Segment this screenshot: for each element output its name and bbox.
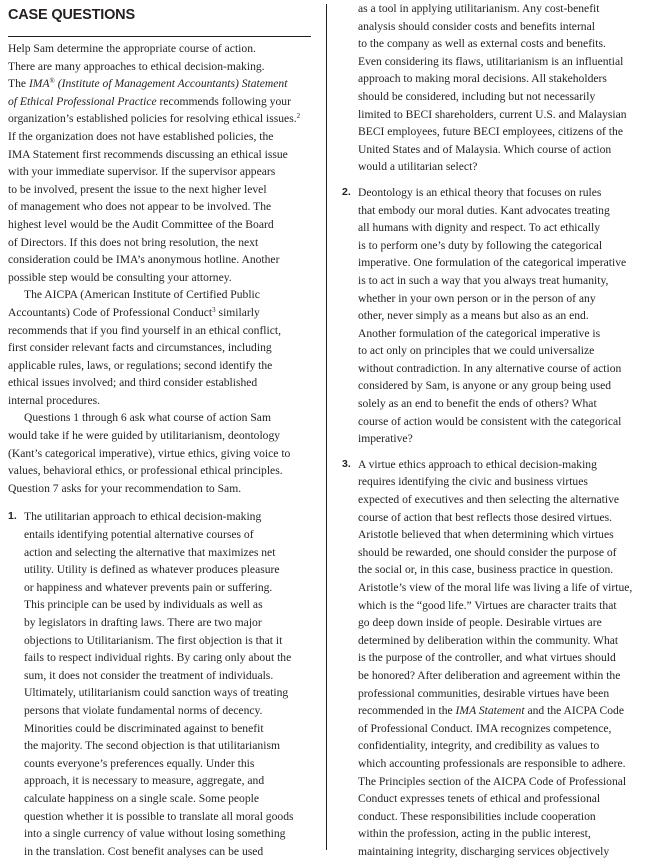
text-line: A virtue ethics approach to ethical decision-making — [358, 457, 597, 471]
text-line: organization’s established policies for resolving ethical issues.$^2$ — [8, 112, 301, 126]
text-line: applicable rules, laws, or regulations; second identify the — [8, 358, 273, 372]
text-line: is to perform one’s duty by following the categorical — [358, 238, 603, 252]
text-line: imperative. One formulation of the categorical imperative — [358, 256, 627, 270]
text-line: with your immediate supervisor. If the supervisor appears — [8, 165, 276, 179]
text-line: determined by deliberation within the community. What — [358, 633, 619, 647]
column-divider — [326, 4, 327, 850]
intro-paragraph-1 — [8, 40, 318, 286]
text-line: the majority. The second objection is that utilitarianism — [24, 739, 280, 753]
text-line: should be rewarded, one should consider the purpose of — [358, 545, 617, 559]
text-line: expected of executives and then selecting the alternative — [358, 493, 620, 507]
text-line: Minorities could be discriminated against to benefit — [24, 721, 264, 735]
text-line: is to act in such a way that you always treat humanity, — [358, 273, 609, 287]
text-line: ethical issues involved; and third consider established — [8, 376, 258, 390]
text-line: The Principles section of the AICPA Code of Professional — [358, 774, 627, 788]
text-line: into a single currency of value without losing something — [24, 827, 286, 841]
text-line: BECI employees, future BECI employees, citizens of the — [358, 125, 623, 139]
left-column — [8, 40, 318, 860]
text-line: (Kant’s categorical imperative), virtue ethics, giving voice to — [8, 446, 291, 460]
text-line: Aristotle’s view of the moral life was living a life of virtue, — [358, 581, 633, 594]
text-line: Aristotle believed that when determining which virtues — [358, 528, 614, 542]
text-line: first consider relevant facts and circumstances, including — [8, 341, 272, 355]
section-heading: CASE QUESTIONS — [8, 7, 135, 23]
question-3 — [342, 456, 657, 861]
text-line: the social or, in this case, business practice in question. — [358, 563, 614, 577]
text-line: IMA Statement first recommends discussing an ethical issue — [8, 147, 288, 161]
text-line: This principle can be used by individuals as well as — [24, 598, 263, 612]
text-line: limited to BECI shareholders, current U.S. and Malaysian — [358, 107, 627, 121]
text-line: approach, it is necessary to measure, aggregate, and — [24, 774, 265, 788]
text-line: Deontology is an ethical theory that focuses on rules — [358, 185, 602, 199]
text-line: approach to making moral decisions. All stakeholders — [358, 72, 607, 86]
text-line: other, never simply as a means but also as an end. — [358, 309, 589, 323]
text-line: persons that violate fundamental norms of decency. — [24, 703, 263, 717]
intro-paragraph-2 — [8, 286, 318, 409]
text-line: The utilitarian approach to ethical decision-making — [24, 510, 262, 524]
text-line: Another formulation of the categorical imperative is — [358, 326, 601, 340]
text-line: of Ethical Professional Practice recommends following your — [8, 94, 291, 108]
question-1 — [8, 508, 318, 860]
text-line: Even considering its flaws, utilitarianism is an influential — [358, 54, 624, 68]
heading-rule — [8, 36, 311, 37]
text-line: There are many approaches to ethical decision-making. — [8, 59, 265, 73]
text-line: of management who does not appear to be involved. The — [8, 200, 272, 214]
right-column — [342, 0, 657, 861]
text-line: recommended in the IMA Statement and the AICPA Code — [358, 704, 624, 718]
text-line: analysis should consider costs and benefits internal — [358, 19, 595, 33]
text-line: fails to respect individual rights. By caring only about the — [24, 651, 292, 665]
text-line: recommends that if you find yourself in an ethical conflict, — [8, 323, 282, 337]
text-line: to act only on principles that we could universalize — [358, 344, 595, 358]
text-line: requires identifying the civic and business virtues — [358, 475, 588, 489]
text-line: internal procedures. — [8, 393, 101, 407]
text-line: Accountants) Code of Professional Conduct$^3$ similarly — [8, 305, 260, 319]
text-line: The IMA® (Institute of Management Accountants) Statement — [8, 77, 288, 91]
text-line: Ultimately, utilitarianism could sanction ways of treating — [24, 686, 289, 700]
text-line: consideration could be IMA’s anonymous hotline. Another — [8, 253, 280, 267]
text-line: which is the “good life.” Virtues are character traits that — [358, 598, 617, 612]
text-line: to the company as well as external costs and benefits. — [358, 37, 606, 51]
text-line: If the organization does not have established policies, the — [8, 129, 274, 143]
text-line: go deep down inside of people. Desirable virtues are — [358, 616, 602, 630]
question-number: 3. — [342, 457, 351, 470]
text-line: to be involved, present the issue to the next higher level — [8, 182, 267, 196]
text-line: United States and of Malaysia. Which course of action — [358, 142, 612, 156]
intro-paragraph-3 — [8, 409, 318, 497]
text-line: which accounting professionals are responsible to adhere. — [358, 756, 626, 770]
text-line: sum, it does not consider the treatment of individuals. — [24, 668, 274, 682]
text-line: Conduct expresses tenets of ethical and professional — [358, 792, 601, 806]
text-line: course of action that best reflects those desired virtues. — [358, 510, 613, 524]
text-line: all humans with dignity and respect. To act ethically — [358, 221, 601, 235]
text-line: should be considered, including but not necessarily — [358, 89, 596, 103]
text-line: utility. Utility is defined as whatever produces pleasure — [24, 563, 280, 577]
text-line: counts everyone’s preferences equally. Under this — [24, 756, 255, 770]
text-line: would a utilitarian select? — [358, 160, 478, 174]
text-line: objections to Utilitarianism. The first objection is that it — [24, 633, 283, 647]
text-line: course of action would be consistent with the categorical — [358, 414, 622, 428]
text-line: Questions 1 through 6 ask what course of action Sam — [24, 411, 271, 425]
text-line: solely as an end to benefit the ends of others? What — [358, 397, 597, 411]
text-line: question whether it is possible to translate all moral goods — [24, 809, 294, 823]
question-number: 1. — [8, 510, 17, 523]
text-line: as a tool in applying utilitarianism. Any cost-benefit — [358, 2, 600, 15]
text-line: values, behavioral ethics, or professional ethical principles. — [8, 464, 283, 478]
text-line: of Professional Conduct. IMA recognizes competence, — [358, 721, 612, 735]
text-line: by legislators in drafting laws. There are two major — [24, 616, 262, 629]
text-line: be honored? After deliberation and agreement within the — [358, 668, 621, 682]
text-line: confidentiality, integrity, and credibility as values to — [358, 739, 600, 753]
question-1-continued — [342, 0, 657, 176]
question-number: 2. — [342, 185, 351, 198]
text-line: would take if he were guided by utilitarianism, deontology — [8, 429, 281, 443]
footnote-marker: 2 — [296, 112, 301, 121]
text-line: The AICPA (American Institute of Certified Public — [24, 288, 260, 302]
text-line: maintaining integrity, discharging services objectively — [358, 844, 610, 858]
text-line: calculate happiness on a single scale. Some people — [24, 791, 260, 805]
text-line: entails identifying potential alternative courses of — [24, 528, 254, 542]
text-line: conduct. These responsibilities include cooperation — [358, 809, 596, 823]
text-line: whether in your own person or in the person of any — [358, 291, 596, 305]
text-line: professional communities, desirable virtues have been — [358, 686, 610, 700]
text-line: that embody our moral duties. Kant advocates treating — [358, 203, 610, 217]
text-line: or happiness and whatever prevents pain or suffering. — [24, 580, 273, 594]
text-line: is the purpose of the controller, and what virtues should — [358, 651, 616, 665]
text-line: Help Sam determine the appropriate course of action. — [8, 42, 256, 55]
text-line: of Directors. If this does not bring resolution, the next — [8, 235, 259, 249]
text-line: considered by Sam, is anyone or any group being used — [358, 379, 612, 393]
text-line: Question 7 asks for your recommendation to Sam. — [8, 481, 242, 495]
text-line: highest level would be the Audit Committee of the Board — [8, 217, 274, 231]
text-line: without contradiction. In any alternative course of action — [358, 361, 622, 375]
text-line: action and selecting the alternative that maximizes net — [24, 545, 276, 559]
text-line: in the translation. Cost benefit analyses can be used — [24, 844, 264, 858]
footnote-marker: 3 — [212, 305, 216, 314]
text-line: imperative? — [358, 432, 413, 446]
question-2 — [342, 184, 657, 448]
text-line: possible step would be consulting your attorney. — [8, 270, 232, 284]
text-line: within the profession, acting in the public interest, — [358, 827, 591, 841]
